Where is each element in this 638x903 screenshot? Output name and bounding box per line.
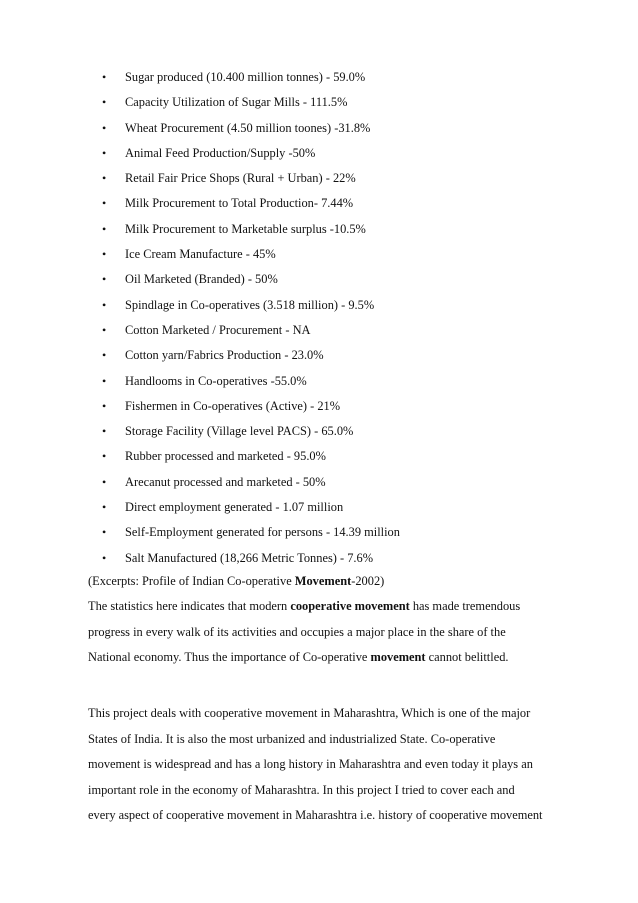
list-item (96, 546, 596, 571)
bullet-icon: • (102, 322, 107, 337)
bullet-icon: • (102, 449, 107, 464)
list-item (96, 65, 596, 90)
paragraph-text: cannot belittled. (425, 650, 509, 664)
list-item (96, 217, 596, 242)
bullet-icon: • (102, 348, 107, 363)
bullet-icon: • (102, 373, 107, 388)
citation-line (88, 569, 568, 595)
paragraph-line (88, 594, 568, 620)
list-item-text: Rubber processed and marketed - 95.0% (125, 449, 326, 464)
bullet-icon: • (102, 272, 107, 287)
bullet-icon: • (102, 221, 107, 236)
paragraph-bold-text: movement (370, 650, 426, 664)
bullet-icon: • (102, 120, 107, 135)
list-item (96, 293, 596, 318)
list-item-text: Cotton Marketed / Procurement - NA (125, 322, 311, 337)
list-item (96, 444, 596, 469)
list-item-text: Self-Employment generated for persons - 14.39 million (125, 525, 400, 540)
list-item-text: Arecanut processed and marketed - 50% (125, 474, 326, 489)
paragraph-line: This project deals with cooperative movement in Maharashtra, Which is one of the major (88, 706, 531, 720)
list-item (96, 116, 596, 141)
paragraph-line: States of India. It is also the most urbanized and industrialized State. Co-operative (88, 731, 496, 746)
bullet-icon: • (102, 247, 107, 262)
bullet-icon: • (102, 525, 107, 540)
bullet-icon: • (102, 95, 107, 110)
paragraph-line: progress in every walk of its activities and occupies a major place in the share of the (88, 624, 506, 639)
list-item (96, 318, 596, 343)
paragraph-project-intro (88, 701, 568, 829)
list-item (96, 520, 596, 545)
list-item (96, 495, 596, 520)
paragraph-line (88, 645, 568, 671)
paragraph-text: The statistics here indicates that modern (88, 599, 291, 613)
list-item-text: Handlooms in Co-operatives -55.0% (125, 373, 307, 388)
bullet-icon: • (102, 550, 107, 565)
list-item-text: Wheat Procurement (4.50 million toones) -31.8% (125, 120, 371, 135)
list-item-text: Spindlage in Co-operatives (3.518 million) - 9.5% (125, 297, 375, 312)
list-item (96, 191, 596, 216)
bullet-icon: • (102, 500, 107, 515)
list-item-text: Cotton yarn/Fabrics Production - 23.0% (125, 348, 324, 363)
citation-bold-text: Movement (294, 574, 352, 588)
list-item-text: Fishermen in Co-operatives (Active) - 21% (125, 398, 341, 413)
bullet-icon: • (102, 297, 107, 312)
list-item-text: Oil Marketed (Branded) - 50% (125, 272, 278, 287)
bullet-icon: • (102, 70, 107, 84)
list-item (96, 166, 596, 191)
list-item (96, 267, 596, 292)
citation-text-end: -2002) (351, 574, 385, 588)
list-item (96, 343, 596, 368)
bullet-icon: • (102, 171, 107, 186)
list-item-text: Salt Manufactured (18,266 Metric Tonnes) - 7.6% (125, 550, 374, 565)
list-item (96, 141, 596, 166)
bullet-icon: • (102, 424, 107, 439)
list-item (96, 242, 596, 267)
paragraph-text: has made tremendous (409, 599, 521, 613)
source-citation (88, 569, 568, 595)
list-item-text: Animal Feed Production/Supply -50% (125, 145, 316, 160)
list-item (96, 90, 596, 115)
list-item-text: Direct employment generated - 1.07 million (125, 500, 344, 515)
paragraph-text: National economy. Thus the importance of Co-operative (88, 650, 371, 664)
list-item (96, 394, 596, 419)
list-item-text: Milk Procurement to Marketable surplus -10.5% (125, 221, 366, 236)
list-item (96, 369, 596, 394)
bullet-icon: • (102, 196, 107, 211)
bullet-icon: • (102, 474, 107, 489)
list-item-text: Milk Procurement to Total Production- 7.44% (125, 196, 354, 211)
list-item-text: Storage Facility (Village level PACS) - 65.0% (125, 424, 354, 439)
list-item (96, 470, 596, 495)
list-item (96, 419, 596, 444)
paragraph-line: every aspect of cooperative movement in Maharashtra i.e. history of cooperative movement (88, 808, 543, 822)
bullet-icon: • (102, 145, 107, 160)
list-item-text: Sugar produced (10.400 million tonnes) - 59.0% (125, 70, 366, 84)
list-item-text: Capacity Utilization of Sugar Mills - 111.5% (125, 95, 348, 110)
list-item-text: Retail Fair Price Shops (Rural + Urban) - 22% (125, 171, 356, 186)
bullet-icon: • (102, 398, 107, 413)
paragraph-line: important role in the economy of Maharashtra. In this project I tried to cover each and (88, 782, 515, 797)
list-item-text: Ice Cream Manufacture - 45% (125, 247, 276, 262)
paragraph-importance (88, 594, 568, 671)
paragraph-line: movement is widespread and has a long history in Maharashtra and even today it plays an (88, 757, 533, 771)
paragraph-bold-text: cooperative movement (290, 599, 410, 613)
statistics-list (96, 65, 596, 571)
citation-text: (Excerpts: Profile of Indian Co-operative (88, 574, 295, 588)
